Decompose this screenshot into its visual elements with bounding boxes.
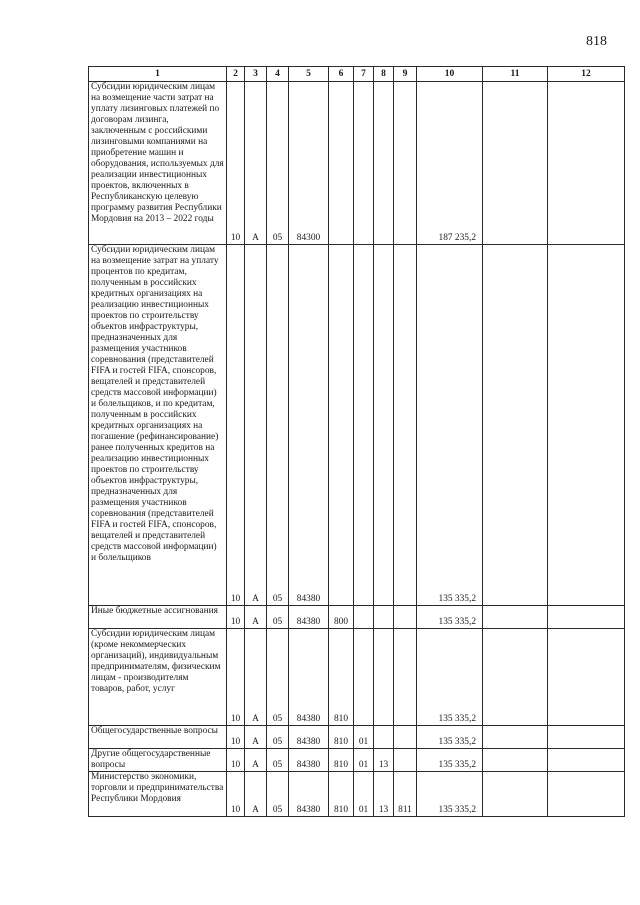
cell-col-8	[374, 606, 394, 629]
cell-col-5: 84380	[289, 245, 329, 606]
cell-col-3: А	[245, 749, 267, 772]
cell-col-4: 05	[267, 726, 289, 749]
row-name: Другие общегосударственные вопросы	[91, 749, 211, 770]
cell-col-4: 05	[267, 82, 289, 245]
column-header: 7	[354, 67, 374, 82]
cell-col-6	[329, 245, 354, 606]
cell-col-11	[483, 82, 548, 245]
table-row	[89, 629, 625, 726]
cell-col-3: А	[245, 245, 267, 606]
column-header: 6	[329, 67, 354, 82]
cell-col-5: 84380	[289, 749, 329, 772]
cell-col-8: 13	[374, 749, 394, 772]
table-row	[89, 749, 625, 772]
cell-col-11	[483, 606, 548, 629]
cell-col-2: 10	[227, 726, 245, 749]
page-number: 818	[586, 34, 607, 49]
cell-col-10: 135 335,2	[417, 245, 483, 606]
cell-col-10: 135 335,2	[417, 726, 483, 749]
row-name-cell	[89, 772, 227, 817]
cell-col-10: 135 335,2	[417, 772, 483, 817]
cell-col-9	[394, 245, 417, 606]
column-header: 1	[89, 67, 227, 82]
cell-col-6: 810	[329, 726, 354, 749]
column-header: 3	[245, 67, 267, 82]
cell-col-4: 05	[267, 772, 289, 817]
cell-col-11	[483, 629, 548, 726]
row-name-cell	[89, 629, 227, 726]
row-name: Министерство экономики, торговли и предпринимательства Республики Мордовия	[91, 772, 224, 804]
table-row	[89, 772, 625, 817]
cell-col-10: 187 235,2	[417, 82, 483, 245]
cell-col-3: А	[245, 82, 267, 245]
row-name-cell	[89, 749, 227, 772]
cell-col-3: А	[245, 629, 267, 726]
column-header: 2	[227, 67, 245, 82]
cell-col-3: А	[245, 606, 267, 629]
cell-col-2: 10	[227, 82, 245, 245]
cell-col-2: 10	[227, 606, 245, 629]
row-name-cell	[89, 245, 227, 606]
table-row	[89, 606, 625, 629]
row-name-cell	[89, 606, 227, 629]
cell-col-8	[374, 245, 394, 606]
cell-col-5: 84380	[289, 629, 329, 726]
cell-col-8	[374, 82, 394, 245]
cell-col-6: 810	[329, 629, 354, 726]
cell-col-12	[548, 726, 625, 749]
column-header: 11	[483, 67, 548, 82]
column-header: 5	[289, 67, 329, 82]
column-header: 9	[394, 67, 417, 82]
cell-col-12	[548, 82, 625, 245]
cell-col-4: 05	[267, 245, 289, 606]
cell-col-2: 10	[227, 629, 245, 726]
budget-table	[88, 66, 625, 817]
cell-col-7: 01	[354, 726, 374, 749]
cell-col-7	[354, 82, 374, 245]
cell-col-12	[548, 749, 625, 772]
cell-col-12	[548, 606, 625, 629]
header-row	[89, 67, 625, 82]
cell-col-2: 10	[227, 749, 245, 772]
cell-col-9	[394, 606, 417, 629]
cell-col-2: 10	[227, 772, 245, 817]
cell-col-12	[548, 629, 625, 726]
cell-col-8	[374, 726, 394, 749]
cell-col-9	[394, 726, 417, 749]
cell-col-6: 800	[329, 606, 354, 629]
cell-col-6: 810	[329, 772, 354, 817]
cell-col-12	[548, 245, 625, 606]
cell-col-9	[394, 749, 417, 772]
cell-col-8	[374, 629, 394, 726]
cell-col-11	[483, 772, 548, 817]
column-header: 8	[374, 67, 394, 82]
column-header: 10	[417, 67, 483, 82]
cell-col-8: 13	[374, 772, 394, 817]
row-name: Субсидии юридическим лицам на возмещение части затрат на уплату лизинговых платежей по договорам лизинга, заключенным с российскими лизинговыми компаниями на приобретение машин и оборудования, используемых для реализации инвестиционных проектов, включенных в Республиканскую целевую программу развития Республики Мордовия на 2013 – 2022 годы	[91, 82, 224, 224]
cell-col-6: 810	[329, 749, 354, 772]
cell-col-7	[354, 629, 374, 726]
cell-col-10: 135 335,2	[417, 606, 483, 629]
cell-col-9	[394, 82, 417, 245]
cell-col-9	[394, 629, 417, 726]
column-header: 12	[548, 67, 625, 82]
row-name: Субсидии юридическим лицам (кроме некоммерческих организаций), индивидуальным предпринимателям, физическим лицам - производителям товаров, работ, услуг	[91, 629, 221, 694]
cell-col-6	[329, 82, 354, 245]
cell-col-7: 01	[354, 772, 374, 817]
table-row	[89, 245, 625, 606]
table-row	[89, 82, 625, 245]
cell-col-7	[354, 606, 374, 629]
row-name: Субсидии юридическим лицам на возмещение затрат на уплату процентов по кредитам, полученным в российских кредитных организациях на реализацию инвестиционных проектов по строительству объектов инфраструктуры, предназначенных для размещения участников соревнования (представителей FIFA и гостей FIFA, спонсоров, вещателей и представителей средств массовой информации) и болельщиков, и по кредитам, полученным в российских кредитных организациях на погашение (рефинансирование) ранее полученных кредитов на реализацию инвестиционных проектов по строительству объектов инфраструктуры, предназначенных для размещения участников соревнования (представителей FIFA и гостей FIFA, спонсоров, вещателей и представителей средств массовой информации) и болельщиков	[91, 245, 219, 563]
row-name: Иные бюджетные ассигнования	[91, 606, 218, 616]
cell-col-11	[483, 749, 548, 772]
table-row	[89, 726, 625, 749]
cell-col-4: 05	[267, 749, 289, 772]
cell-col-10: 135 335,2	[417, 749, 483, 772]
cell-col-7: 01	[354, 749, 374, 772]
cell-col-7	[354, 245, 374, 606]
cell-col-11	[483, 245, 548, 606]
cell-col-11	[483, 726, 548, 749]
cell-col-2: 10	[227, 245, 245, 606]
cell-col-12	[548, 772, 625, 817]
cell-col-9: 811	[394, 772, 417, 817]
row-name-cell	[89, 726, 227, 749]
row-name-cell	[89, 82, 227, 245]
cell-col-3: А	[245, 772, 267, 817]
row-name: Общегосударственные вопросы	[91, 726, 218, 736]
cell-col-4: 05	[267, 606, 289, 629]
cell-col-3: А	[245, 726, 267, 749]
cell-col-5: 84300	[289, 82, 329, 245]
cell-col-4: 05	[267, 629, 289, 726]
column-header: 4	[267, 67, 289, 82]
cell-col-5: 84380	[289, 772, 329, 817]
cell-col-5: 84380	[289, 726, 329, 749]
cell-col-10: 135 335,2	[417, 629, 483, 726]
cell-col-5: 84380	[289, 606, 329, 629]
